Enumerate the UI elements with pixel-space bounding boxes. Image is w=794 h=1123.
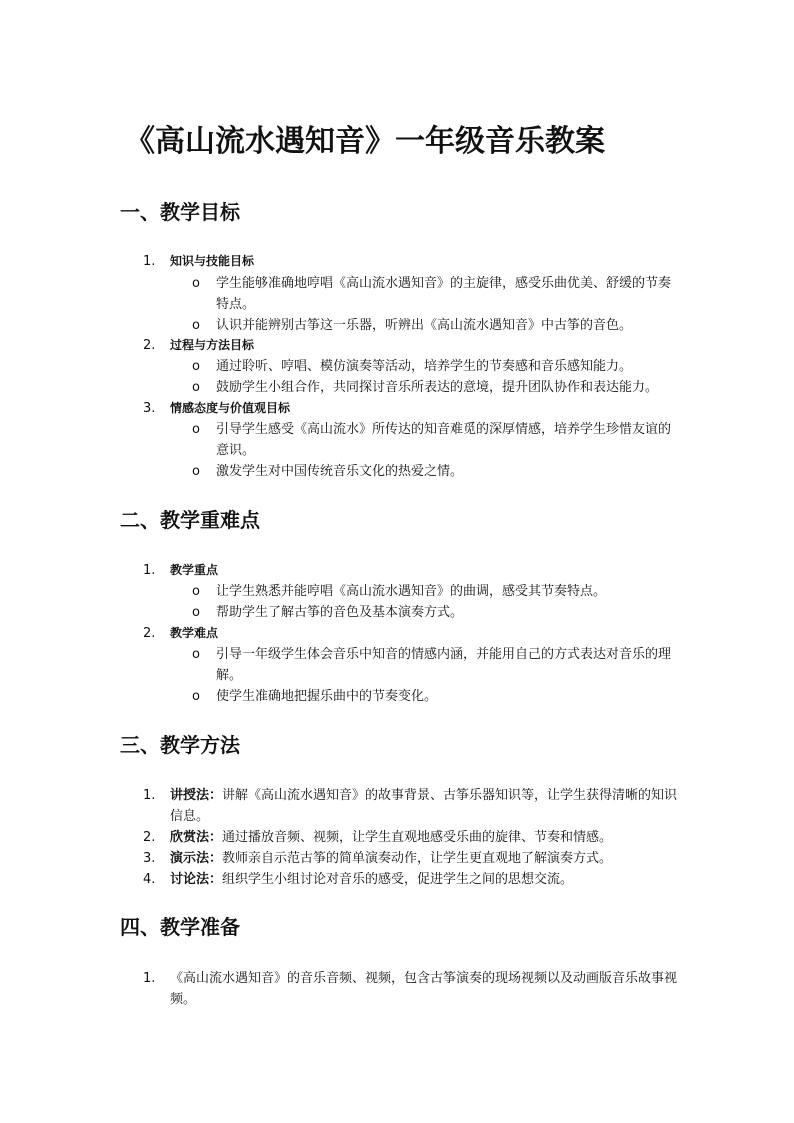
list-item: 使学生准确地把握乐曲中的节奏变化。 (216, 689, 438, 704)
method-term: 讲授法： (170, 788, 223, 803)
list-item: 鼓励学生小组合作，共同探讨音乐所表达的意境，提升团队协作和表达能力。 (216, 380, 659, 395)
bullet-marker: o (192, 464, 200, 479)
bullet-marker: o (192, 422, 200, 437)
list-item (170, 869, 680, 890)
objective-title-knowledge-skills: 知识与技能目标 (170, 254, 255, 268)
list-item: 引导一年级学生体会音乐中知音的情感内涵，并能用自己的方式表达对音乐的理解。 (216, 647, 672, 683)
method-description: 讲解《高山流水遇知音》的故事背景、古筝乐器知识等，让学生获得清晰的知识信息。 (170, 788, 678, 824)
method-description: 教师亲自示范古筝的简单演奏动作，让学生更直观地了解演奏方式。 (222, 851, 613, 866)
list-item: 让学生熟悉并能哼唱《高山流水遇知音》的曲调，感受其节奏特点。 (216, 584, 607, 599)
list-number: 1. (143, 971, 156, 986)
list-number: 2. (143, 338, 156, 353)
method-term: 欣赏法： (170, 830, 223, 845)
section-heading-teaching-preparation: 四、教学准备 (120, 915, 240, 939)
list-number: 3. (143, 401, 156, 416)
bullet-marker: o (192, 318, 200, 333)
document-title: 《高山流水遇知音》一年级音乐教案 (125, 124, 605, 159)
list-number: 1. (143, 563, 156, 578)
method-description: 通过播放音频、视频，让学生直观地感受乐曲的旋律、节奏和情感。 (222, 830, 613, 845)
section-heading-teaching-objectives: 一、教学目标 (120, 200, 240, 224)
list-item: 激发学生对中国传统音乐文化的热爱之情。 (216, 464, 464, 479)
list-item (170, 848, 680, 869)
bullet-marker: o (192, 359, 200, 374)
method-term: 讨论法： (170, 872, 223, 887)
method-description: 组织学生小组讨论对音乐的感受，促进学生之间的思想交流。 (222, 872, 574, 887)
list-number: 1. (143, 788, 156, 803)
key-points-title: 教学重点 (170, 563, 219, 577)
bullet-marker: o (192, 647, 200, 662)
list-item (170, 785, 680, 827)
list-item (170, 827, 680, 848)
list-item: 学生能够准确地哼唱《高山流水遇知音》的主旋律，感受乐曲优美、舒缓的节奏特点。 (216, 276, 672, 312)
bullet-marker: o (192, 380, 200, 395)
list-number: 1. (143, 254, 156, 269)
objective-title-process-methods: 过程与方法目标 (170, 338, 255, 352)
objective-title-emotion-values: 情感态度与价值观目标 (170, 401, 291, 415)
list-item: 引导学生感受《高山流水》所传达的知音难觅的深厚情感，培养学生珍惜友谊的意识。 (216, 422, 672, 458)
section-heading-teaching-methods: 三、教学方法 (120, 733, 240, 757)
difficult-points-title: 教学难点 (170, 626, 219, 640)
list-number: 2. (143, 830, 156, 845)
bullet-marker: o (192, 689, 200, 704)
list-item: 《高山流水遇知音》的音乐音频、视频，包含古筝演奏的现场视频以及动画版音乐故事视频。 (170, 971, 678, 1007)
bullet-marker: o (192, 584, 200, 599)
list-item: 通过聆听、哼唱、模仿演奏等活动，培养学生的节奏感和音乐感知能力。 (216, 359, 633, 374)
list-number: 4. (143, 872, 156, 887)
bullet-marker: o (192, 605, 200, 620)
list-number: 2. (143, 626, 156, 641)
list-item: 认识并能辨别古筝这一乐器，听辨出《高山流水遇知音》中古筝的音色。 (216, 318, 633, 333)
bullet-marker: o (192, 276, 200, 291)
list-number: 3. (143, 851, 156, 866)
section-heading-key-difficult-points: 二、教学重难点 (120, 508, 260, 532)
list-item: 帮助学生了解古筝的音色及基本演奏方式。 (216, 605, 464, 620)
method-term: 演示法： (170, 851, 223, 866)
